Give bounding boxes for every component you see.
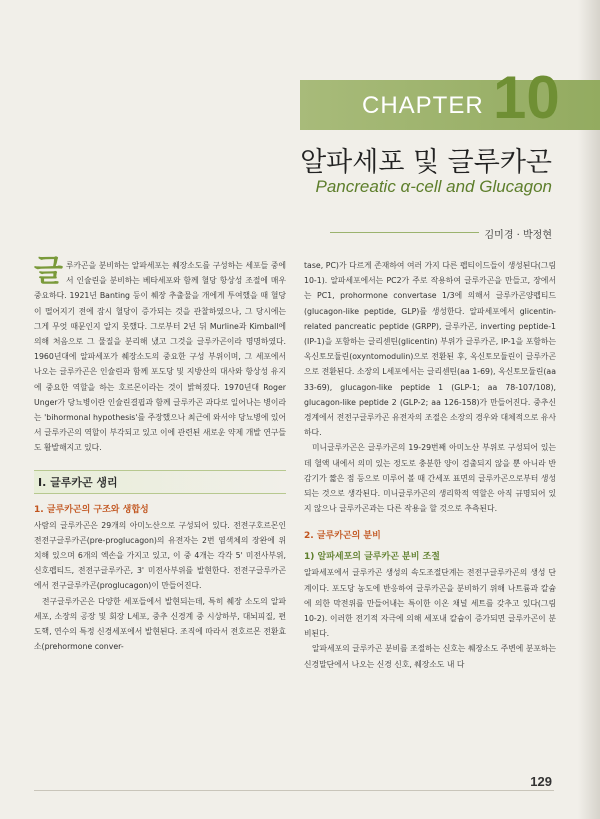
- intro-text: 루카곤을 분비하는 알파세포는 췌장소도를 구성하는 세포들 중에서 인슐린을 분비하는 베타세포와 함께 혈당 항상성 조절에 매우 중요하다. 1921년 Banting 등이 췌장 추출물을 개에게 투여했을 때 혈당이 떨어지기 전에 잠시 혈당이 증가되는 것을 관찰하였으나, 그 당시에는 그게 무엇 때문인지 알지 못했다. 그로부터 2년 뒤 Murline과 Kimball에 의해 처음으로 그 물질을 분리해 냈고 그것을 글루카곤이라 명명하였다. 1960년대에 알파세포가 췌장소도의 중요한 구성 부위이며, 그 세포에서 나오는 글루카곤은 인슐린과 함께 포도당 및 지방산의 대사와 항상성 유지에 중요한 역할을 하는 호르몬이라는 것이 밝혀졌다. 1970년대 Roger Unger가 당뇨병이란 인슐린결핍과 함께 글루카곤 과다로 일어나는 병이라는 'bihormonal hypothesis'를 주장했으나 최근에 와서야 당뇨병에 있어서 글루카곤의 역할이 부각되고 있고 이에 관련된 새로운 약제 개발 연구들도 활발해지고 있다.: [34, 261, 286, 453]
- chapter-title-english: Pancreatic α-cell and Glucagon: [315, 177, 552, 196]
- footer-rule: [34, 790, 554, 791]
- subsection-heading: 1. 글루카곤의 구조와 생합성: [34, 504, 149, 515]
- left-column: [34, 254, 286, 654]
- subsection-heading: 2. 글루카곤의 분비: [304, 531, 381, 542]
- section-heading: Ⅰ. 글루카곤 생리: [38, 475, 118, 489]
- intro-paragraph: [34, 254, 286, 456]
- chapter-title-korean: 알파세포 및 글루카곤: [300, 147, 552, 178]
- drop-cap: 글: [34, 254, 63, 289]
- chapter-number: 10: [493, 64, 560, 131]
- body-paragraph: 미니글루카곤은 글루카곤의 19-29번째 아미노산 부위로 구성되어 있는데 혈액 내에서 의미 있는 정도로 충분한 양이 검출되지 않을 뿐 아니라 반감기가 짧은 점 등으로 미루어 볼 때 간세포 표면의 글루카곤으로부터 생성되는 것으로 생각된다. 미니글루카곤의 생리학적 역할은 아직 규명되어 있지 않으나 글루카곤과는 다른 작용을 할 것으로 추측된다.: [304, 443, 556, 514]
- chapter-label: CHAPTER: [362, 92, 484, 119]
- section-heading-bar: [34, 470, 286, 494]
- body-paragraph: 전구글루카곤은 다양한 세포들에서 발현되는데, 특히 췌장 소도의 알파세포, 소장의 공장 및 회장 L세포, 중추 신경계 중 시상하부, 대뇌피질, 편도핵, 연수의 특정 신경세포에서 발현된다. 조직에 따라서 전호르몬 전환효소(prehormone conver-: [34, 596, 286, 652]
- body-paragraph: tase, PC)가 다르게 존재하여 여러 가지 다른 펩티이드들이 생성된다(그림 10-1). 알파세포에서는 PC2가 주로 작용하여 글루카곤을 만들고, 장에서는 PC1, prohormone convertase 1/3에 의해서 글루카곤양펩티드(glucagon-like peptide, GLP)를 생성한다. 알파세포에서 glicentin-related pancreatic peptide (GRPP), 글루카곤, inverting peptide-1 (IP-1)을 포함하는 글리센틴(glicentin) 부위가 글루카곤, IP-1을 포함하는 옥신토모듈린(oxyntomodulin)으로 전환된 후, 옥신토모듈린이 글루카곤으로 전환된다. 소장의 L세포에서는 글리센틴(aa 1-69), 옥신토모듈린(aa 33-69), glucagon-like peptide 1 (GLP-1; aa 78-107/108), glucagon-like peptide 2 (GLP-2; aa 126-158)가 만들어진다. 중추신경계에서 전전구글루카곤 유전자의 조절은 소장의 경우와 대체적으로 유사하다.: [304, 261, 556, 438]
- body-paragraph: 사람의 글루카곤은 29개의 아미노산으로 구성되어 있다. 전전구호르몬인 전전구글루카곤(pre-proglucagon)의 유전자는 2번 염색체의 장완에 위치해 있으며 6개의 엑손을 가지고 있고, 이 중 4개는 각각 5' 미전사부위, 신호펩티드, 전전구글루카곤, 3' 미전사부위를 발현한다. 전전구글루카곤에서 전구글루카곤(proglucagon)이 만들어진다.: [34, 520, 286, 591]
- subsubsection-heading: 1) 알파세포의 글루카곤 분비 조절: [304, 552, 440, 563]
- authors: 김미경 · 박정현: [479, 226, 553, 241]
- page-number: 129: [530, 774, 552, 789]
- body-paragraph: 알파세포의 글루카곤 분비를 조절하는 신호는 췌장소도 주변에 분포하는 신경말단에서 나오는 신경 신호, 췌장소도 내 다: [304, 644, 556, 669]
- body-paragraph: 알파세포에서 글루카곤 생성의 속도조절단계는 전전구글루카곤의 생성 단계이다. 포도당 농도에 반응하여 글루카곤을 분비하기 위해 나트륨과 칼슘에 의한 막전위를 만들어내는 특이한 이온 채널 세트를 갖추고 있다(그림 10-2). 이러한 전기적 자극에 의해 세포내 칼슘이 증가되면 글루카곤이 분비된다.: [304, 568, 556, 639]
- right-column: [304, 258, 556, 672]
